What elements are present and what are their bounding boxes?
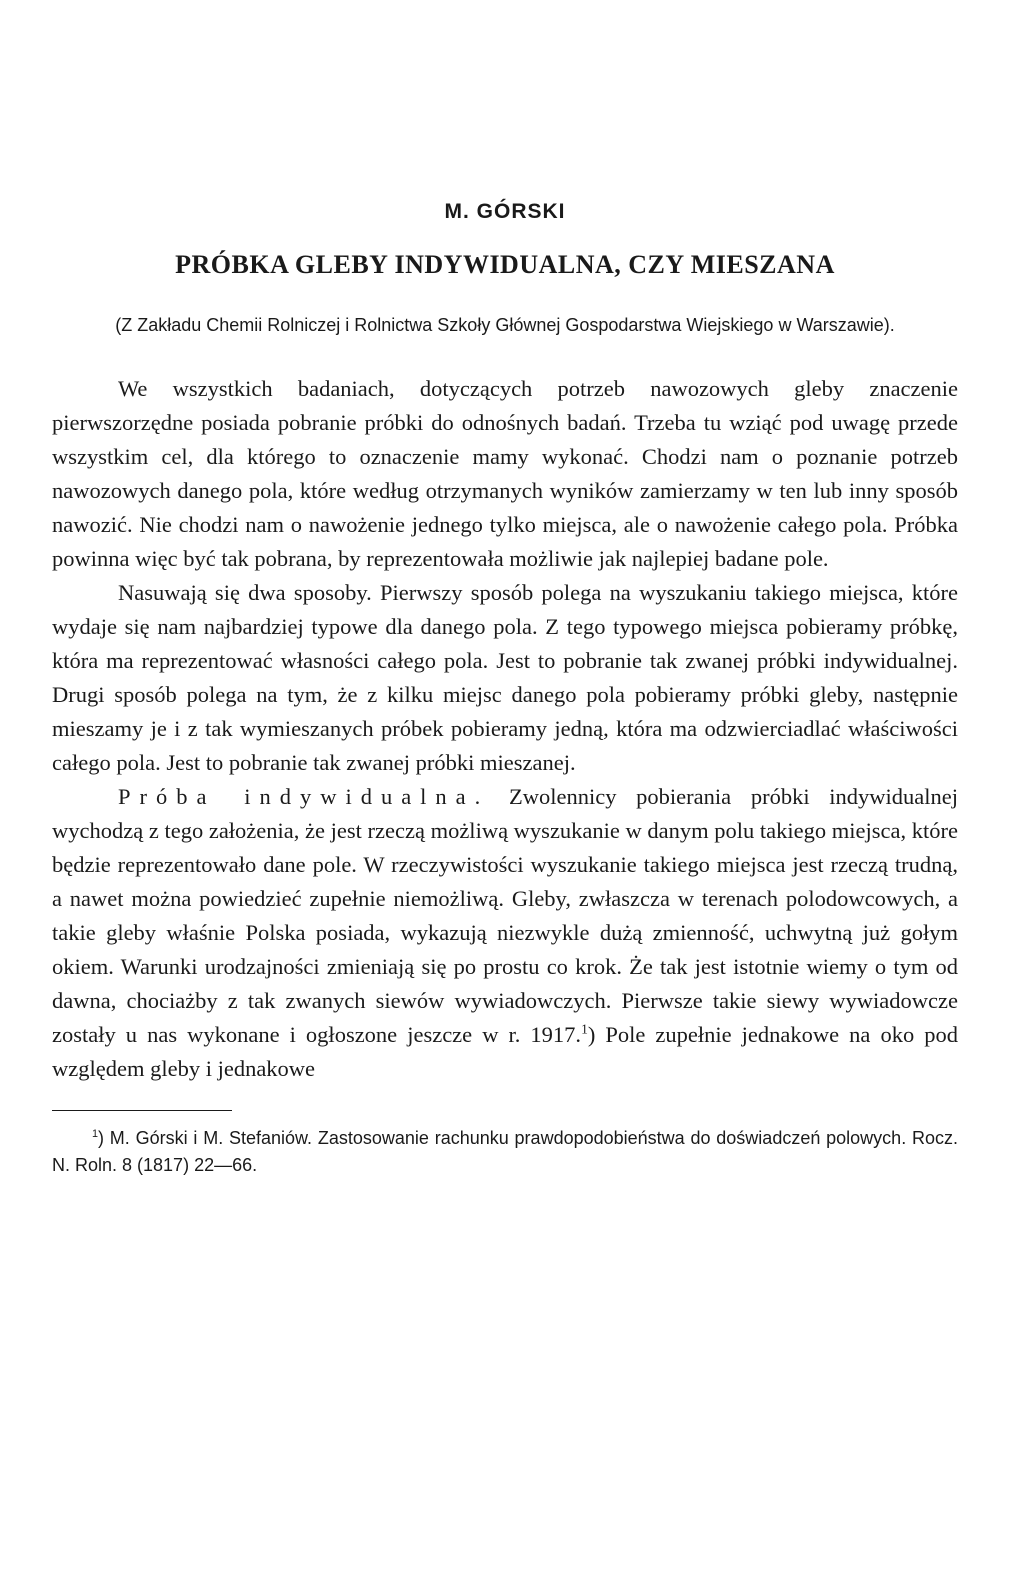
- footnotes: [52, 1125, 958, 1179]
- section-lead: Próba indywidualna.: [118, 784, 490, 809]
- article-page: [52, 200, 958, 1179]
- article-title: PRÓBKA GLEBY INDYWIDUALNA, CZY MIESZANA: [175, 250, 835, 279]
- article-body: [52, 372, 958, 1086]
- footnote-text: ) M. Górski i M. Stefaniów. Zastosowanie rachunku prawdopodobieństwa do doświadczeń polowych. Rocz. N. Roln. 8 (1817) 22—66.: [52, 1128, 958, 1175]
- paragraph: [52, 780, 958, 1086]
- paragraph-text: Zwolennicy pobierania próbki indywidualnej wychodzą z tego założenia, że jest rzeczą możliwą wyszukanie w danym polu takiego miejsca, które będzie reprezentowało dane pole. W rzeczywistości wyszukanie takiego miejsca jest rzeczą trudną, a nawet można powiedzieć zupełnie niemożliwą. Gleby, zwłaszcza w terenach polodowcowych, a takie gleby właśnie Polska posiada, wykazują niezwykle dużą zmienność, uchwytną już gołym okiem. Warunki urodzajności zmieniają się po prostu co krok. Że tak jest istotnie wiemy o tym od dawna, chociażby z tak zwanych siewów wywiadowczych. Pierwsze takie siewy wywiadowcze zostały u nas wykonane i ogłoszone jeszcze w r. 1917.: [52, 784, 958, 1047]
- author-name: M. GÓRSKI: [444, 200, 566, 223]
- paragraph-text: ) Pole zupełnie jednakowe na oko pod względem gleby i jednakowe: [52, 1022, 959, 1081]
- footnote-reference[interactable]: 1: [581, 1021, 588, 1037]
- paragraph: Nasuwają się dwa sposoby. Pierwszy sposób polega na wyszukaniu takiego miejsca, które wydaje się nam najbardziej typowe dla danego pola. Z tego typowego miejsca pobieramy próbkę, która ma reprezentować własności całego pola. Jest to pobranie tak zwanej próbki indywidualnej. Drugi sposób polega na tym, że z kilku miejsc danego pola pobieramy próbki gleby, następnie mieszamy je i z tak wymieszanych próbek pobieramy jedną, która ma odzwierciadlać właściwości całego pola. Jest to pobranie tak zwanej próbki mieszanej.: [52, 580, 958, 775]
- footnote: [52, 1125, 958, 1179]
- affiliation: (Z Zakładu Chemii Rolniczej i Rolnictwa Szkoły Głównej Gospodarstwa Wiejskiego w Warszawie).: [115, 315, 895, 335]
- footnote-marker: 1: [92, 1128, 99, 1140]
- paragraph: We wszystkich badaniach, dotyczących potrzeb nawozowych gleby znaczenie pierwszorzędne posiada pobranie próbki do odnośnych badań. Trzeba tu wziąć pod uwagę przede wszystkim cel, dla którego to oznaczenie mamy wykonać. Chodzi nam o poznanie potrzeb nawozowych danego pola, które według otrzymanych wyników zamierzamy w ten lub inny sposób nawozić. Nie chodzi nam o nawożenie jednego tylko miejsca, ale o nawożenie całego pola. Próbka powinna więc być tak pobrana, by reprezentowała możliwie jak najlepiej badane pole.: [52, 376, 958, 571]
- footnote-divider: [52, 1110, 232, 1111]
